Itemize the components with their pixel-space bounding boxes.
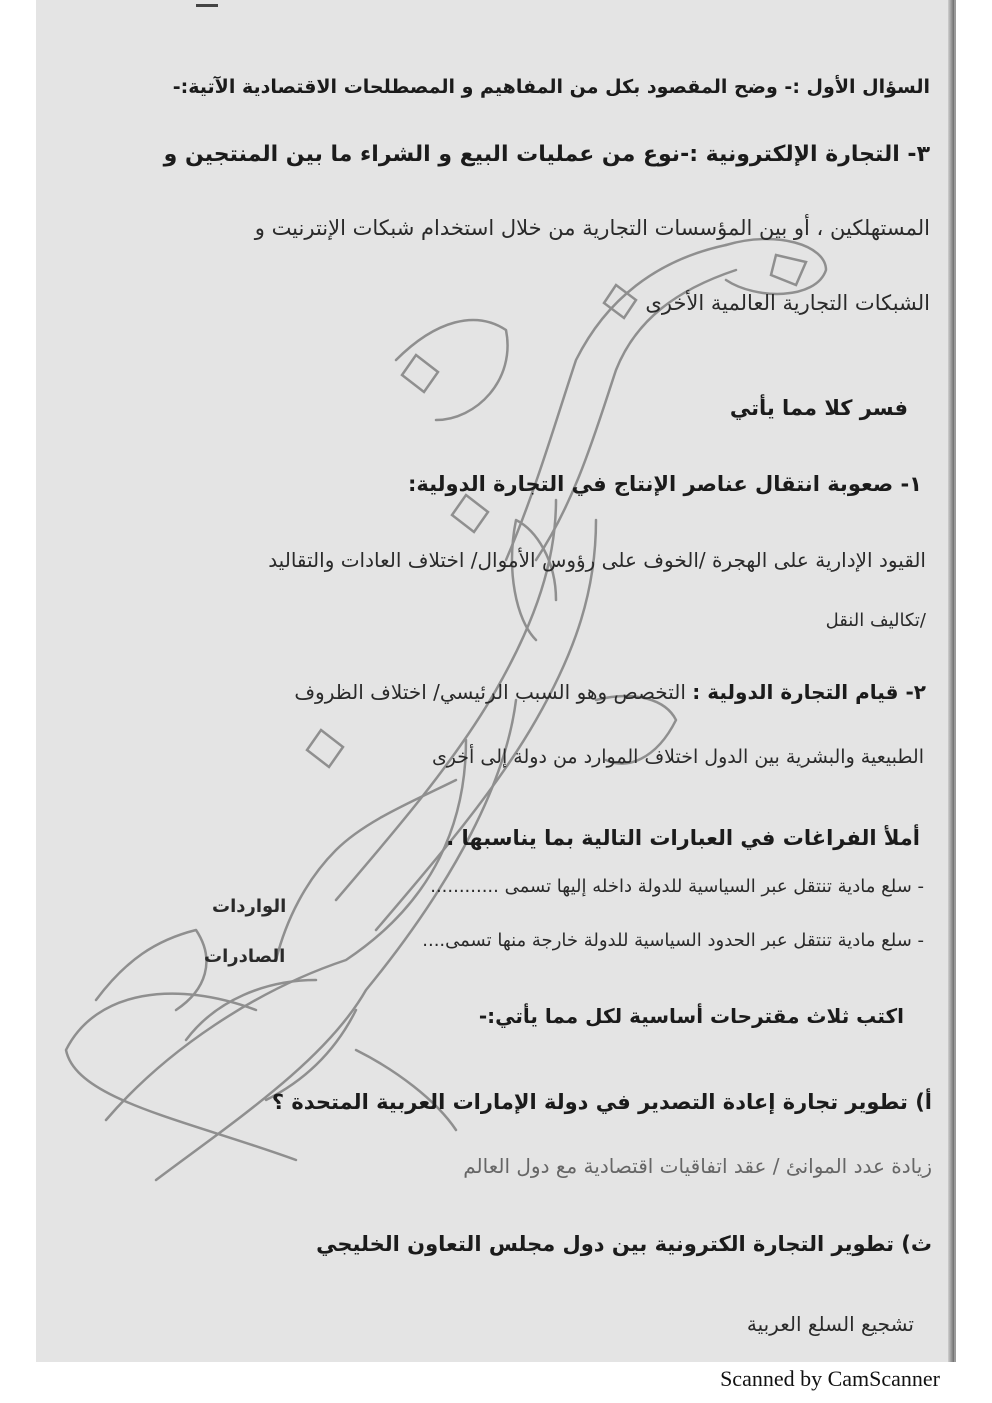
explain-heading: فسر كلا مما يأتي bbox=[729, 396, 908, 420]
proposal-a: أ) تطوير تجارة إعادة التصدير في دولة الإمارات العربية المتحدة ؟ bbox=[271, 1090, 932, 1114]
proposal-b: ث) تطوير التجارة الكترونية بين دول مجلس التعاون الخليجي bbox=[316, 1232, 932, 1256]
fill-blanks-heading: أملأ الفراغات في العبارات التالية بما يناسبها . bbox=[446, 826, 920, 850]
proposal-b-answer: تشجيع السلع العربية bbox=[746, 1312, 914, 1336]
item-2-title: ٢- قيام التجارة الدولية : bbox=[692, 680, 926, 704]
proposal-a-answer: زيادة عدد الموانئ / عقد اتفاقيات اقتصادية مع دول العالم bbox=[463, 1154, 932, 1178]
item-2-answer-start: التخصص وهو السبب الرئيسي/ اختلاف الظروف bbox=[294, 680, 686, 704]
item-2-line-1 bbox=[294, 680, 926, 704]
fill-answer-1: الواردات bbox=[212, 896, 287, 917]
scanned-page bbox=[36, 0, 956, 1362]
ecommerce-definition-line-3: الشبكات التجارية العالمية الأخرى bbox=[645, 291, 930, 315]
fill-answer-2: الصادرات bbox=[204, 946, 286, 967]
item-1-answer-line-2: /تكاليف النقل bbox=[825, 610, 926, 631]
item-2-line-2: الطبيعية والبشرية بين الدول اختلاف الموارد من دولة إلى أخرى bbox=[431, 746, 924, 768]
fill-item-1: - سلع مادية تنتقل عبر السياسية للدولة داخله إليها تسمى ............ bbox=[430, 876, 924, 897]
item-1-answer-line-1: القيود الإدارية على الهجرة /الخوف على رؤوس الأموال/ اختلاف العادات والتقاليد bbox=[268, 548, 926, 572]
camscanner-footer: Scanned by CamScanner bbox=[720, 1366, 940, 1391]
page-edge-shadow bbox=[948, 0, 954, 1362]
fill-item-2: - سلع مادية تنتقل عبر الحدود السياسية للدولة خارجة منها تسمى.... bbox=[422, 930, 924, 951]
proposals-heading: اكتب ثلاث مقترحات أساسية لكل مما يأتي:- bbox=[478, 1004, 904, 1028]
ecommerce-definition-line-2: المستهلكين ، أو بين المؤسسات التجارية من خلال استخدام شبكات الإنترنيت و bbox=[254, 216, 930, 240]
question-one-heading: السؤال الأول :- وضح المقصود بكل من المفاهيم و المصطلحات الاقتصادية الآتية:- bbox=[172, 76, 930, 98]
item-1-title: ١- صعوبة انتقال عناصر الإنتاج في التجارة الدولية: bbox=[407, 472, 922, 496]
top-mark bbox=[196, 4, 218, 7]
ecommerce-definition-line-1: ٣- التجارة الإلكترونية :-نوع من عمليات البيع و الشراء ما بين المنتجين و bbox=[163, 142, 930, 167]
